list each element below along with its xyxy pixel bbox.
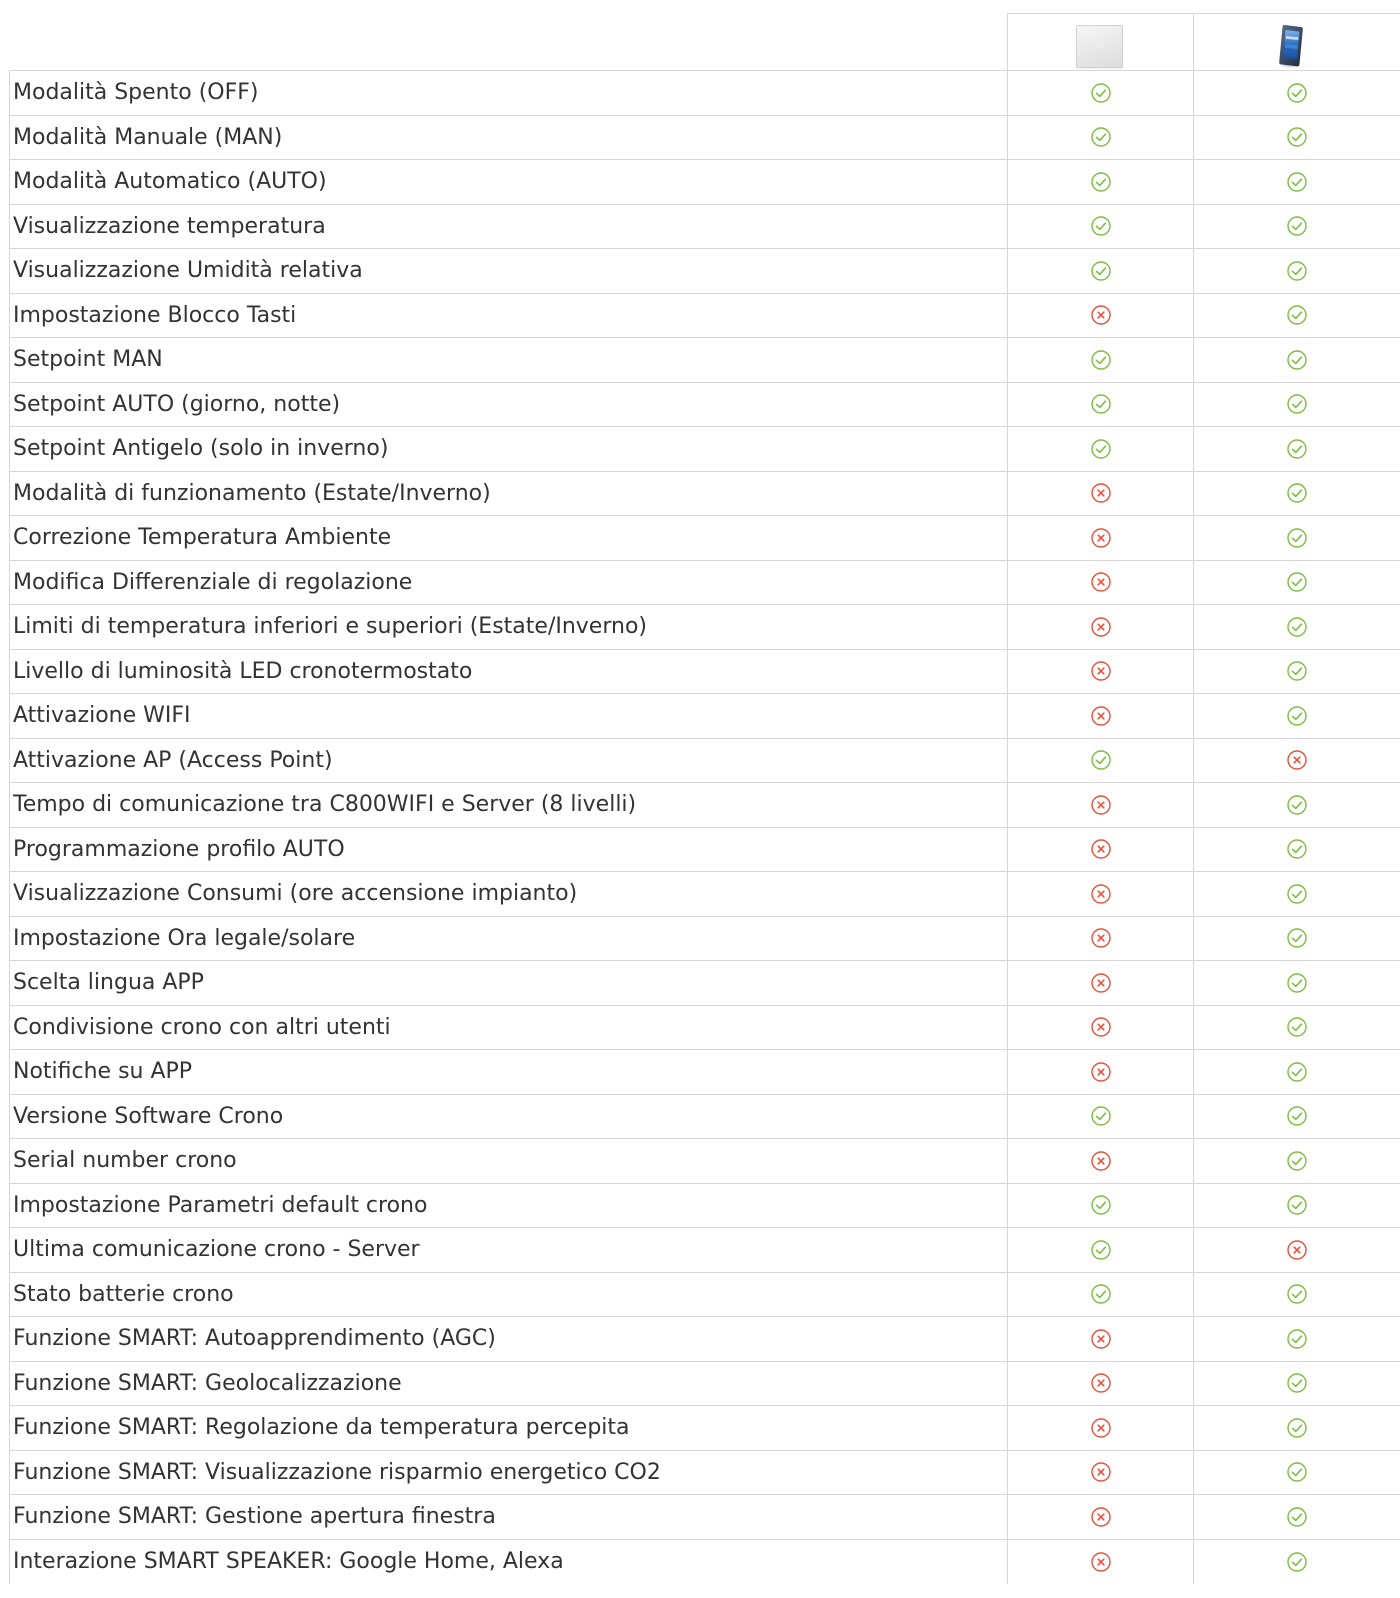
check-circle-icon [1286, 883, 1308, 905]
app-support-cell [1194, 471, 1400, 516]
table-row [10, 783, 1400, 828]
app-support-cell [1194, 605, 1400, 650]
feature-label: Impostazione Ora legale/solare [10, 916, 1008, 961]
feature-label: Interazione SMART SPEAKER: Google Home, Alexa [10, 1539, 1008, 1584]
feature-label: Funzione SMART: Geolocalizzazione [10, 1361, 1008, 1406]
cross-circle-icon [1090, 1506, 1112, 1528]
table-row [10, 916, 1400, 961]
thermostat-support-cell [1008, 694, 1194, 739]
table-row [10, 1361, 1400, 1406]
app-support-cell [1194, 1495, 1400, 1540]
table-row [10, 1406, 1400, 1451]
check-circle-icon [1286, 304, 1308, 326]
table-row [10, 1005, 1400, 1050]
thermostat-support-cell [1008, 293, 1194, 338]
thermostat-support-cell [1008, 605, 1194, 650]
cross-circle-icon [1090, 972, 1112, 994]
check-circle-icon [1286, 838, 1308, 860]
cross-circle-icon [1286, 1239, 1308, 1261]
feature-label: Scelta lingua APP [10, 961, 1008, 1006]
app-support-cell [1194, 694, 1400, 739]
check-circle-icon [1286, 927, 1308, 949]
thermostat-support-cell [1008, 1050, 1194, 1095]
app-support-cell [1194, 338, 1400, 383]
app-support-cell [1194, 1406, 1400, 1451]
check-circle-icon [1286, 82, 1308, 104]
check-circle-icon [1286, 1150, 1308, 1172]
thermostat-support-cell [1008, 1272, 1194, 1317]
check-circle-icon [1286, 393, 1308, 415]
feature-label: Visualizzazione temperatura [10, 204, 1008, 249]
table-row [10, 1495, 1400, 1540]
app-support-cell [1194, 649, 1400, 694]
table-row [10, 1272, 1400, 1317]
thermostat-support-cell [1008, 115, 1194, 160]
check-circle-icon [1286, 794, 1308, 816]
feature-label: Livello di luminosità LED cronotermostato [10, 649, 1008, 694]
check-circle-icon [1286, 705, 1308, 727]
thermostat-support-cell [1008, 1450, 1194, 1495]
feature-label: Funzione SMART: Autoapprendimento (AGC) [10, 1317, 1008, 1362]
check-circle-icon [1286, 1417, 1308, 1439]
thermostat-support-cell [1008, 427, 1194, 472]
table-row [10, 249, 1400, 294]
app-support-cell [1194, 204, 1400, 249]
app-support-cell [1194, 1361, 1400, 1406]
app-support-cell [1194, 1050, 1400, 1095]
table-row [10, 1183, 1400, 1228]
thermostat-support-cell [1008, 516, 1194, 561]
thermostat-support-cell [1008, 71, 1194, 116]
check-circle-icon [1286, 1461, 1308, 1483]
table-row [10, 827, 1400, 872]
table-row [10, 560, 1400, 605]
app-support-cell [1194, 872, 1400, 917]
table-row [10, 738, 1400, 783]
cross-circle-icon [1090, 1061, 1112, 1083]
feature-label: Modalità Manuale (MAN) [10, 115, 1008, 160]
check-circle-icon [1286, 660, 1308, 682]
cross-circle-icon [1090, 1461, 1112, 1483]
cross-circle-icon [1090, 1150, 1112, 1172]
cross-circle-icon [1090, 1372, 1112, 1394]
table-row [10, 338, 1400, 383]
feature-label: Setpoint MAN [10, 338, 1008, 383]
feature-label: Limiti di temperatura inferiori e superiori (Estate/Inverno) [10, 605, 1008, 650]
app-support-cell [1194, 1272, 1400, 1317]
app-support-cell [1194, 1317, 1400, 1362]
check-circle-icon [1286, 349, 1308, 371]
feature-label: Funzione SMART: Regolazione da temperatura percepita [10, 1406, 1008, 1451]
thermostat-support-cell [1008, 204, 1194, 249]
thermostat-support-cell [1008, 961, 1194, 1006]
app-support-cell [1194, 160, 1400, 205]
feature-label: Funzione SMART: Visualizzazione risparmio energetico CO2 [10, 1450, 1008, 1495]
check-circle-icon [1286, 1372, 1308, 1394]
feature-label: Setpoint AUTO (giorno, notte) [10, 382, 1008, 427]
table-row [10, 1539, 1400, 1584]
check-circle-icon [1286, 1551, 1308, 1573]
check-circle-icon [1286, 1105, 1308, 1127]
thermostat-support-cell [1008, 1361, 1194, 1406]
table-row [10, 516, 1400, 561]
features-table-body [10, 71, 1400, 1584]
check-circle-icon [1286, 1194, 1308, 1216]
app-support-cell [1194, 516, 1400, 561]
check-circle-icon [1286, 571, 1308, 593]
app-support-cell [1194, 1450, 1400, 1495]
smartphone-app-icon [1278, 24, 1304, 68]
thermostat-support-cell [1008, 783, 1194, 828]
table-row [10, 1139, 1400, 1184]
check-circle-icon [1090, 215, 1112, 237]
table-row [10, 160, 1400, 205]
check-circle-icon [1286, 527, 1308, 549]
check-circle-icon [1286, 1061, 1308, 1083]
thermostat-support-cell [1008, 827, 1194, 872]
thermostat-support-cell [1008, 1539, 1194, 1584]
features-table [9, 70, 1400, 1584]
thermostat-support-cell [1008, 916, 1194, 961]
app-support-cell [1194, 560, 1400, 605]
table-row [10, 872, 1400, 917]
table-row [10, 1450, 1400, 1495]
check-circle-icon [1090, 82, 1112, 104]
check-circle-icon [1286, 215, 1308, 237]
check-circle-icon [1286, 972, 1308, 994]
table-row [10, 649, 1400, 694]
feature-label: Programmazione profilo AUTO [10, 827, 1008, 872]
feature-label: Setpoint Antigelo (solo in inverno) [10, 427, 1008, 472]
check-circle-icon [1286, 1506, 1308, 1528]
app-support-cell [1194, 1539, 1400, 1584]
thermostat-support-cell [1008, 1406, 1194, 1451]
thermostat-support-cell [1008, 1139, 1194, 1184]
table-row [10, 1317, 1400, 1362]
cross-circle-icon [1090, 1551, 1112, 1573]
table-header [0, 0, 1400, 70]
thermostat-support-cell [1008, 1183, 1194, 1228]
check-circle-icon [1286, 482, 1308, 504]
table-row [10, 1050, 1400, 1095]
cross-circle-icon [1090, 927, 1112, 949]
feature-label: Modalità Automatico (AUTO) [10, 160, 1008, 205]
check-circle-icon [1090, 1194, 1112, 1216]
app-support-cell [1194, 1139, 1400, 1184]
thermostat-support-cell [1008, 872, 1194, 917]
table-row [10, 382, 1400, 427]
cross-circle-icon [1090, 705, 1112, 727]
app-support-cell [1194, 382, 1400, 427]
check-circle-icon [1090, 393, 1112, 415]
app-support-cell [1194, 249, 1400, 294]
feature-label: Correzione Temperatura Ambiente [10, 516, 1008, 561]
thermostat-support-cell [1008, 1495, 1194, 1540]
feature-label: Condivisione crono con altri utenti [10, 1005, 1008, 1050]
check-circle-icon [1286, 616, 1308, 638]
thermostat-support-cell [1008, 249, 1194, 294]
thermostat-support-cell [1008, 1094, 1194, 1139]
feature-label: Impostazione Blocco Tasti [10, 293, 1008, 338]
check-circle-icon [1090, 438, 1112, 460]
cross-circle-icon [1286, 749, 1308, 771]
app-support-cell [1194, 916, 1400, 961]
table-row [10, 204, 1400, 249]
feature-label: Modifica Differenziale di regolazione [10, 560, 1008, 605]
cross-circle-icon [1090, 1417, 1112, 1439]
thermostat-support-cell [1008, 382, 1194, 427]
check-circle-icon [1090, 349, 1112, 371]
cross-circle-icon [1090, 616, 1112, 638]
feature-label: Funzione SMART: Gestione apertura finestra [10, 1495, 1008, 1540]
cross-circle-icon [1090, 482, 1112, 504]
feature-label: Visualizzazione Umidità relativa [10, 249, 1008, 294]
app-support-cell [1194, 827, 1400, 872]
feature-label: Impostazione Parametri default crono [10, 1183, 1008, 1228]
check-circle-icon [1286, 1283, 1308, 1305]
feature-label: Attivazione AP (Access Point) [10, 738, 1008, 783]
check-circle-icon [1090, 1239, 1112, 1261]
app-support-cell [1194, 115, 1400, 160]
feature-label: Stato batterie crono [10, 1272, 1008, 1317]
check-circle-icon [1090, 749, 1112, 771]
check-circle-icon [1090, 171, 1112, 193]
thermostat-support-cell [1008, 1228, 1194, 1273]
feature-label: Serial number crono [10, 1139, 1008, 1184]
thermostat-support-cell [1008, 338, 1194, 383]
thermostat-support-cell [1008, 560, 1194, 605]
table-row [10, 1094, 1400, 1139]
feature-label: Modalità di funzionamento (Estate/Inverno) [10, 471, 1008, 516]
header-thermostat [1007, 13, 1193, 70]
app-support-cell [1194, 1094, 1400, 1139]
check-circle-icon [1286, 260, 1308, 282]
feature-label: Versione Software Crono [10, 1094, 1008, 1139]
app-support-cell [1194, 961, 1400, 1006]
table-row [10, 961, 1400, 1006]
feature-label: Visualizzazione Consumi (ore accensione impianto) [10, 872, 1008, 917]
thermostat-support-cell [1008, 160, 1194, 205]
cross-circle-icon [1090, 571, 1112, 593]
table-row [10, 471, 1400, 516]
cross-circle-icon [1090, 527, 1112, 549]
app-support-cell [1194, 293, 1400, 338]
cross-circle-icon [1090, 1016, 1112, 1038]
thermostat-support-cell [1008, 471, 1194, 516]
thermostat-support-cell [1008, 1005, 1194, 1050]
app-support-cell [1194, 1005, 1400, 1050]
check-circle-icon [1286, 1016, 1308, 1038]
check-circle-icon [1090, 126, 1112, 148]
table-row [10, 293, 1400, 338]
feature-label: Ultima comunicazione crono - Server [10, 1228, 1008, 1273]
app-support-cell [1194, 783, 1400, 828]
check-circle-icon [1090, 1105, 1112, 1127]
feature-label: Tempo di comunicazione tra C800WIFI e Server (8 livelli) [10, 783, 1008, 828]
table-row [10, 71, 1400, 116]
cross-circle-icon [1090, 304, 1112, 326]
check-circle-icon [1286, 1328, 1308, 1350]
cross-circle-icon [1090, 1328, 1112, 1350]
feature-label: Attivazione WIFI [10, 694, 1008, 739]
check-circle-icon [1286, 438, 1308, 460]
check-circle-icon [1286, 126, 1308, 148]
feature-label: Modalità Spento (OFF) [10, 71, 1008, 116]
thermostat-support-cell [1008, 1317, 1194, 1362]
thermostat-support-cell [1008, 738, 1194, 783]
table-row [10, 1228, 1400, 1273]
app-support-cell [1194, 427, 1400, 472]
app-support-cell [1194, 738, 1400, 783]
cross-circle-icon [1090, 838, 1112, 860]
cross-circle-icon [1090, 794, 1112, 816]
check-circle-icon [1090, 260, 1112, 282]
app-support-cell [1194, 1183, 1400, 1228]
header-app [1193, 13, 1400, 70]
table-row [10, 427, 1400, 472]
thermostat-device-icon [1076, 25, 1123, 68]
check-circle-icon [1286, 171, 1308, 193]
table-row [10, 694, 1400, 739]
cross-circle-icon [1090, 660, 1112, 682]
thermostat-support-cell [1008, 649, 1194, 694]
table-row [10, 605, 1400, 650]
table-row [10, 115, 1400, 160]
check-circle-icon [1090, 1283, 1112, 1305]
app-support-cell [1194, 1228, 1400, 1273]
cross-circle-icon [1090, 883, 1112, 905]
app-support-cell [1194, 71, 1400, 116]
feature-label: Notifiche su APP [10, 1050, 1008, 1095]
